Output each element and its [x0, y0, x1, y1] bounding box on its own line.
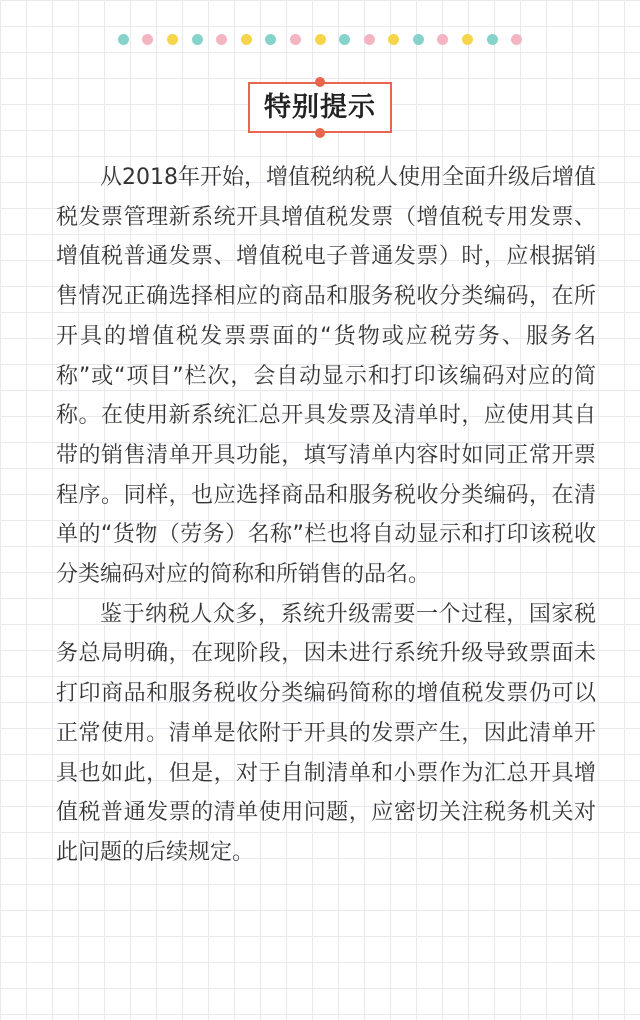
article-body: [56, 158, 596, 873]
paragraph-1: 从2018年开始，增值税纳税人使用全面升级后增值税发票管理新系统开具增值税发票（增值税专用发票、增值税普通发票、增值税电子普通发票）时，应根据销售情况正确选择相应的商品和服务税收分类编码，在所开具的增值税发票票面的“货物或应税劳务、服务名称”或“项目”栏次，会自动显示和打印该编码对应的简称。在使用新系统汇总开具发票及清单时，应使用其自带的销售清单开具功能，填写清单内容时如同正常开票程序。同样，也应选择商品和服务税收分类编码，在清单的“货物（劳务）名称”栏也将自动显示和打印该税收分类编码对应的简称和所销售的品名。: [56, 165, 596, 588]
decorative-dot: [511, 34, 522, 45]
decorative-dot: [315, 34, 326, 45]
frame-bottom-dot: [315, 128, 325, 138]
decorative-dot: [265, 34, 276, 45]
decorative-dot: [413, 34, 424, 45]
title-frame: [248, 82, 392, 133]
decorative-dot: [142, 34, 153, 45]
frame-top-dot: [315, 77, 325, 87]
decorative-dot: [167, 34, 178, 45]
decorative-dot: [487, 34, 498, 45]
page-title: 特别提示: [264, 92, 376, 123]
decorative-dot: [437, 34, 448, 45]
decorative-dot: [364, 34, 375, 45]
decorative-dot: [462, 34, 473, 45]
decorative-dot: [339, 34, 350, 45]
decorative-dot: [290, 34, 301, 45]
paragraph-2: 鉴于纳税人众多，系统升级需要一个过程，国家税务总局明确，在现阶段，因未进行系统升级导致票面未打印商品和服务税收分类编码简称的增值税发票仍可以正常使用。清单是依附于开具的发票产生，因此清单开具也如此，但是，对于自制清单和小票作为汇总开具增值税普通发票的清单使用问题，应密切关注税务机关对此问题的后续规定。: [56, 601, 596, 865]
decorative-dot: [388, 34, 399, 45]
decorative-dot: [241, 34, 252, 45]
decorative-dot: [216, 34, 227, 45]
decorative-dot-row: [0, 34, 640, 45]
title-area: [0, 82, 640, 133]
decorative-dot: [192, 34, 203, 45]
decorative-dot: [118, 34, 129, 45]
